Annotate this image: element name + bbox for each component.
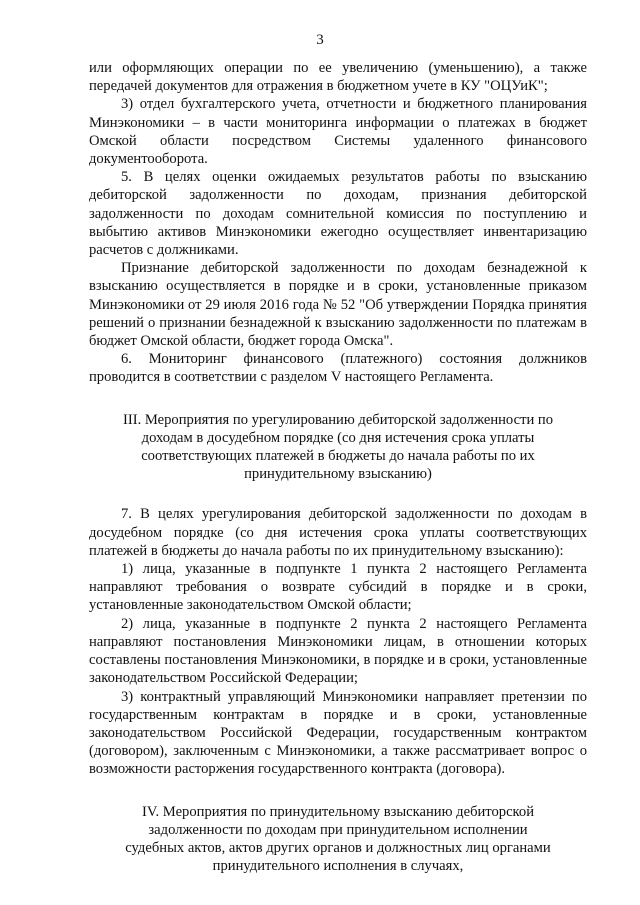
paragraph-5: 5. В целях оценки ожидаемых результатов работы по взысканию дебиторской задолженности по доходам, признания дебиторской задолженности по доходам сомнительной комиссия по поступлению и выбытию активов Минэкономики ежегодно осуществляет инвентаризацию расчетов с должниками. bbox=[89, 169, 587, 259]
page-number: 3 bbox=[316, 32, 324, 48]
paragraph-recognition: Признание дебиторской задолженности по доходам безнадежной к взысканию осуществляется в порядке и в сроки, установленные приказом Минэкономики от 29 июля 2016 года № 52 "Об утверждении Порядка принятия решений о признании безнадежной к взысканию задолженности по платежам в бюджет Омской области, бюджет города Омска". bbox=[89, 260, 587, 350]
document-body bbox=[89, 59, 587, 875]
paragraph-7-item-2: 2) лица, указанные в подпункте 2 пункта 2 настоящего Регламента направляют постановления Минэкономики лицам, в отношении которых составлены постановления Минэкономики, в порядке и в сроки, установленные законодательством Российской Федерации; bbox=[89, 615, 587, 687]
section-4-heading: IV. Мероприятия по принудительному взысканию дебиторской задолженности по доходам при принудительном исполнении судебных актов, актов других органов и должностных лиц органами принудительного исполнения в случаях, bbox=[125, 803, 551, 875]
paragraph-continuation: или оформляющих операции по ее увеличению (уменьшению), а также передачей документов для отражения в бюджетном учете в КУ "ОЦУиК"; bbox=[89, 60, 587, 95]
paragraph-6: 6. Мониторинг финансового (платежного) состояния должников проводится в соответствии с разделом V настоящего Регламента. bbox=[89, 351, 587, 386]
paragraph-7-item-3: 3) контрактный управляющий Минэкономики направляет претензии по государственным контрактам в порядке и в сроки, установленные законодательством Российской Федерации, государственным контрактом (договором), заключенным с Минэкономики, а также рассматривает вопрос о возможности расторжения государственного контракта (договора). bbox=[89, 688, 587, 778]
paragraph-item-3: 3) отдел бухгалтерского учета, отчетности и бюджетного планирования Минэкономики – в части мониторинга информации о платежах в бюджет Омской области посредством Системы удаленного финансового документооборота. bbox=[89, 96, 587, 168]
section-3-heading: III. Мероприятия по урегулированию дебиторской задолженности по доходам в досудебном порядке (со дня истечения срока уплаты соответствующих платежей в бюджеты до начала работы по их принудительному взысканию) bbox=[122, 411, 554, 483]
paragraph-7-item-1: 1) лица, указанные в подпункте 1 пункта 2 настоящего Регламента направляют требования о возврате субсидий в порядке и в сроки, установленные законодательством Омской области; bbox=[89, 561, 587, 614]
paragraph-7: 7. В целях урегулирования дебиторской задолженности по доходам в досудебном порядке (со дня истечения срока уплаты соответствующих платежей в бюджеты до начала работы по их принудительному взысканию): bbox=[89, 506, 587, 559]
